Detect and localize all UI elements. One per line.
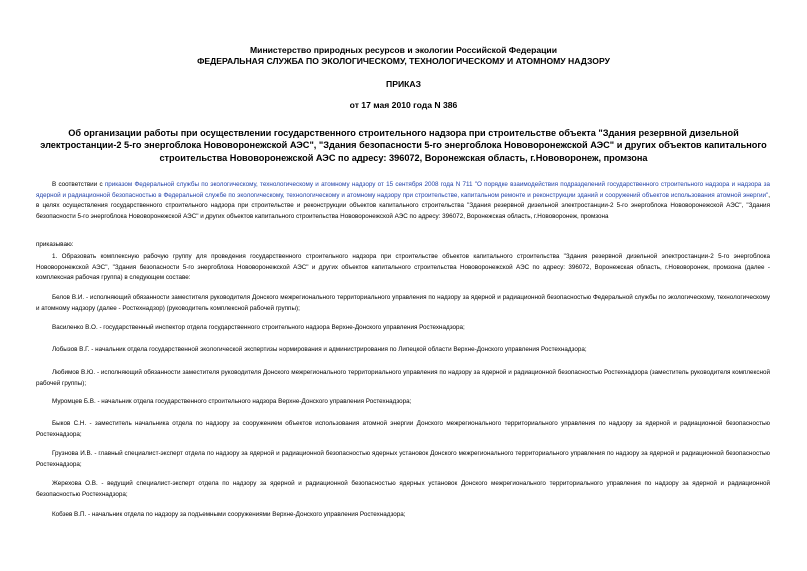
member-paragraph: Муромцев Б.В. - начальник отдела государственного строительного надзора Верхне-Донского управления Ростехнадзора; [52,398,412,405]
item-paragraph: 1. Образовать комплексную рабочую группу для проведения государственного строительного надзора при строительстве объектов капитального строительства "Здания резервной дизельной электростанции-2 5-го энергоблока Нововоронежской АЭС", "Здания безопасности 5-го энергоблока Нововоронежской АЭС" и других объектов капитального строительства Нововоронежской АЭС по адресу: 396072, Воронежская область, г.Нововоронеж, промзона (далее - комплексная рабочая группа) в следующем составе: [36,253,770,282]
service-name: ФЕДЕРАЛЬНАЯ СЛУЖБА ПО ЭКОЛОГИЧЕСКОМУ, ТЕХНОЛОГИЧЕСКОМУ И АТОМНОМУ НАДЗОРУ [197,56,610,66]
member-paragraph: Лобызов В.Г. - начальник отдела государственной экологической экспертизы нормирования и администрирования по Липецкой области Верхне-Донского управления Ростехнадзора; [52,346,587,353]
document-type: ПРИКАЗ [386,79,421,89]
preamble-paragraph [36,180,770,222]
member-paragraph: Кобзев В.П. - начальник отдела по надзору за подъемными сооружениями Верхне-Донского управления Ростехнадзора; [52,511,406,518]
member-paragraph: Быков С.Н. - заместитель начальника отдела по надзору за сооружением объектов использования атомной энергии Донского межрегионального территориального управления по надзору за ядерной и радиационной безопасностью Ростехнадзора; [36,420,770,438]
order-word: приказываю: [36,241,74,248]
member-paragraph: Грузнова И.В. - главный специалист-эксперт отдела по надзору за ядерной и радиационной безопасностью ядерных установок Донского межрегионального территориального управления по надзору за ядерной и радиационной безопасностью Ростехнадзора; [36,450,770,468]
ministry-name: Министерство природных ресурсов и экологии Российской Федерации [250,45,557,55]
member-paragraph: Василенко В.О. - государственный инспектор отдела государственного строительного надзора Верхне-Донского управления Ростехнадзора; [52,324,465,331]
preamble-prefix: В соответствии с [52,181,105,188]
member-paragraph: Любимов В.Ю. - исполняющий обязанности заместителя руководителя Донского межрегионального территориального управления по надзору за ядерной и радиационной безопасностью Ростехнадзора (заместитель руководителя комплексной рабочей группы); [36,369,770,387]
preamble-suffix: , в целях осуществления государственного строительного надзора при строительстве и реконструкции объектов капитального строительства "Здания резервной дизельной электростанции-2 5-го энергоблока Нововоронежской АЭС", "Здания безопасности 5-го энергоблока Нововоронежской АЭС" и других объектов капитального строительства Нововоронежской АЭС по адресу: 396072, Воронежская область, г.Нововоронеж, промзона [36,191,770,220]
document-date-number: от 17 мая 2010 года N 386 [349,100,458,110]
member-paragraph: Жерехова О.В. - ведущий специалист-эксперт отдела по надзору за ядерной и радиационной безопасностью ядерных установок Донского межрегионального территориального управления по надзору за ядерной и радиационной безопасностью Ростехнадзора; [36,480,770,498]
order-711-link[interactable]: приказом Федеральной службы по экологическому, технологическому и атомному надзору от 15 сентября 2008 года N 711 "О порядке взаимодействия подразделений государственного строительного надзора и надзора за ядерной и радиационной безопасностью в Федеральной службе по экологическому, технологическому и атомному надзору при строительстве, капитальном ремонте и реконструкции зданий и сооружений объектов использования атомной энергии" [36,181,771,199]
member-paragraph: Белов В.И. - исполняющий обязанности заместителя руководителя Донского межрегионального территориального управления по надзору за ядерной и радиационной безопасностью Федеральной службы по экологическому, технологическому и атомному надзору (далее - Ростехнадзор) (руководитель комплексной рабочей группы); [36,294,770,312]
document-title: Об организации работы при осуществлении государственного строительного надзора при строительстве объекта "Здания резервной дизельной электростанции-2 5-го энергоблока Нововоронежской АЭС", "Здания безопасности 5-го энергоблока Нововоронежской АЭС" и других объектов капитального строительства Нововоронежской АЭС по адресу: 396072, Воронежская область, г.Нововоронеж, промзона [40,128,767,163]
